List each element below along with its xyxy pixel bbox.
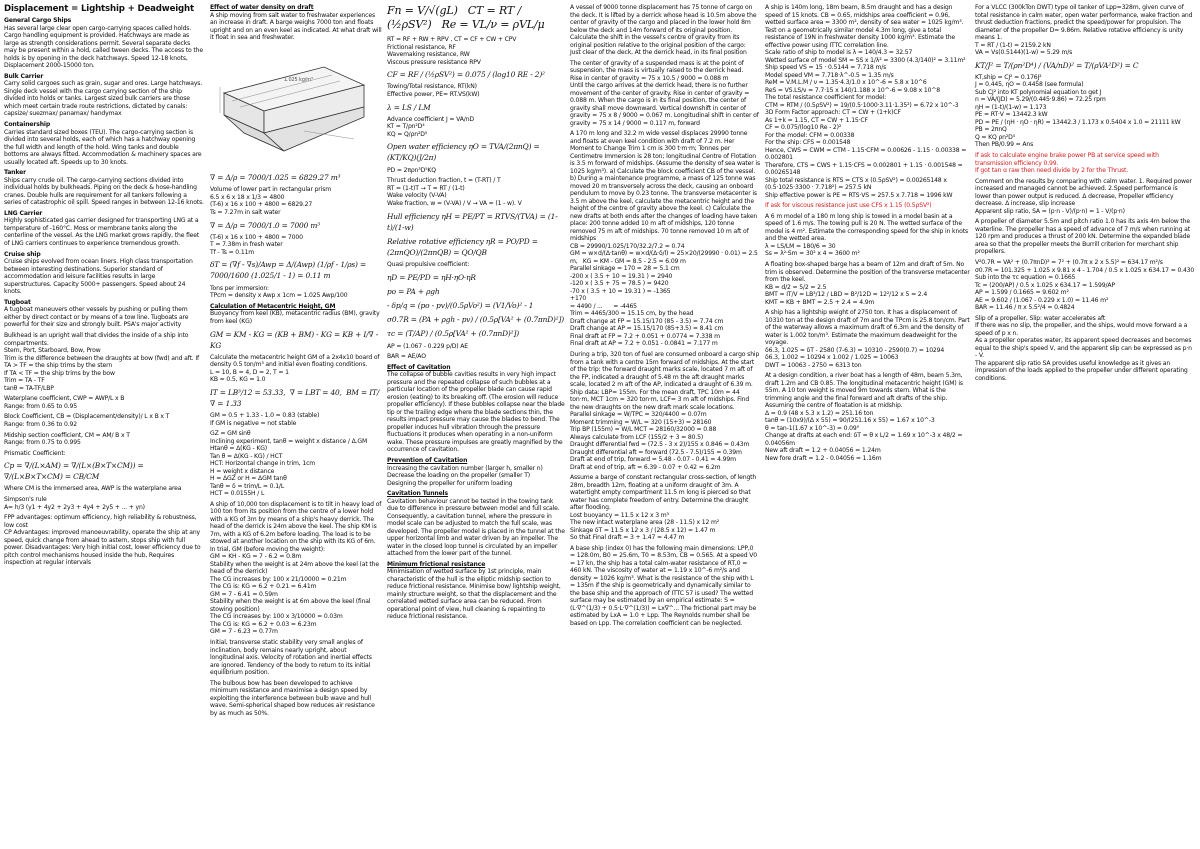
section-text: Prismatic Coefficient: xyxy=(4,449,66,457)
text-block xyxy=(387,457,565,487)
section-text: Increasing the cavitation number (larger h, smaller n) Decrease the loading on the propeller (smaller T) Designing the propeller for uniform loading xyxy=(387,464,543,487)
section-heading: Containership xyxy=(4,121,51,129)
figure-label: 1.025 kg/m³ xyxy=(284,76,313,83)
column-5 xyxy=(765,4,970,845)
text-block xyxy=(210,285,382,300)
column-2 xyxy=(210,4,382,845)
text-block xyxy=(765,4,970,199)
column-4 xyxy=(570,4,760,845)
section-text: Bulkhead is an upright wall that divides the inside of a ship into compartments. Stern, Port, Starboard, Bow, Prow Trim is the difference between the draughts at bow (fwd) and aft. If TA > TF = the ship trims by the stern If TA < TF = the ship trims by the bow Trim = TA - TF tanθ = TA-TF/LBP xyxy=(4,332,200,392)
section-heading: Tanker xyxy=(4,169,26,177)
section-text: V²0.7R = VA² + (0.7πnD)² = 7² + (0.7π x 2 x 5.5)² = 634.17 m²/s σ0.7R = 101.325 + 1.025 x 9.81 x 4 - 1.704 / 0.5 x 1.025 x 634.17 = 0.430 Sub into the τc equation = 0.1665 Tc = (200/AP) / 0.5 x 1.025 x 634.17 = 1.599/AP AP = 1.599 / 0.1665 = 9.602 m² AE = 9.602 / (1.067 - 0.229 x 1.0) = 11.46 m² BAR = 11.46 / π x 5.5²/4 = 0.4824 xyxy=(975,259,1195,312)
section-text: Highly sophisticated gas carrier designed for transporting LNG at a temperature of -160°C. Moss or membrane tanks along the centerline of the vessel. As the LNG market grows rapidly, the fleet of LNG carriers continues to experience tremendous growth. xyxy=(4,217,201,247)
formula: ∇ = Δ/ρ = 7000/1.025 = 6829.27 m³ xyxy=(210,173,341,183)
section-text: Tons per immersion: TPcm = density x Awp x 1cm = 1.025 Awp/100 xyxy=(210,284,348,300)
text-block xyxy=(387,561,565,621)
text-block xyxy=(387,490,565,558)
text-block xyxy=(4,485,204,493)
section-text: Quasi propulsive coefficient: xyxy=(387,260,470,268)
section-text: Carries standard sized boxes (TEU). The cargo-carrying section is divided into several holds, each of which has a hatchway opening the full width and length of the hold. Wing tanks and double bottoms are always fitted. Accommodation & machinery spaces are usually located aft. Speeds up to 30 knots. xyxy=(4,128,204,166)
section-text: A floating box-shaped barge has a beam of 12m and draft of 5m. No trim is observed. Determine the position of the transverse metacenter from the keel. KB = d/2 = 5/2 = 2.5 BMT = IT/V = LB³/12 / LBD = B²/12D = 12²/12 x 5 = 2.4 KMT = KB + BMT = 2.5 + 2.4 = 4.9m xyxy=(765,261,970,306)
sheet-title: Displacement = Lightship + Deadweight xyxy=(4,4,194,14)
text-block xyxy=(387,261,565,269)
section-text: During a trip, 320 ton of fuel are consumed onboard a cargo ship from a tank with a centre 15m forward of midships. At the start of the trip: the forward draught marks scale, located 7 m aft of the FP, indicated a draught of 5.48 m the aft draught marks scale, located 2 m aft of the AP, indicated a draught of 6.39 m. Ship data: LBP= 155m. For the mean draft, TPC 10m = 44 ton·m, MCT 1cm = 320 ton·m, LCF= 3 m aft of midships. Find the new draughts on the new draft mark scale locations. Parallel sinkage = W/TPC = 320/4400 = 0.07m Moment trimming = W/L = 320 (15+3) = 28160 Trip BP (155m) = W/L MCT = 28160/32000 = 0.88 Always calculate from LCF (155/2 + 3 = 80.5) Draught differential fwd = (72.5 - 3 x 2)/155 x 0.846 = 0.43m Draught differential aft = forward (72.5 - 7.5)/155 = 0.39m Draft at end of trip, forward = 5.48 - 0.07 - 0.41 = 4.99m Draft at end of trip, aft = 6.39 - 0.07 + 0.42 = 6.2m xyxy=(570,351,760,471)
section-text: Volume of lower part in rectangular prism 6.5 x 6 x 18 x 1/3 = 4800 (T-6) x 16 x 100 + 4800 = 6829.27 Ts = 7.27m in salt water xyxy=(210,186,332,216)
section-text: A 6 m model of a 180 m long ship is towed in a model basin at a speed of 1.6 m/s. The towing pull is 20 N. The wetted surface of the model is 4 m². Estimate the corresponding speed for the ship in knots and the wetted area. λ = LS/LM = 180/6 = 30 Ss = λ²·Sm = 30² x 4 = 3600 m² xyxy=(765,212,968,258)
formula: CF = RF / (½ρSV²) = 0.075 / (log10 RE - 2)² xyxy=(387,70,545,80)
text-block xyxy=(765,309,970,369)
formula: ∇ = Δ/ρ = 7000/1.0 = 7000 m³ xyxy=(210,220,320,230)
text-block xyxy=(210,234,382,257)
text-block xyxy=(387,236,565,258)
text-block xyxy=(765,202,970,210)
text-block xyxy=(765,261,970,306)
text-block xyxy=(387,177,565,207)
formula: po = PA + ρgh xyxy=(387,286,440,296)
text-block xyxy=(210,430,382,498)
text-block xyxy=(210,680,382,718)
formula: IT = LB³/12 = 53.33, ∇ = LBT = 40, BM = IT/∇ = 1.33 xyxy=(210,387,380,408)
formula: ηD = PE/PD = ηH·ηO·ηR xyxy=(387,272,476,282)
red-note: If ask for viscous resistance just use CFS x 1.15 (0.5ρSV²) xyxy=(765,202,932,210)
text-block xyxy=(4,395,204,410)
text-block xyxy=(4,210,204,248)
text-block xyxy=(387,300,565,311)
text-block xyxy=(570,130,760,348)
section-text: Where CM is the immersed area, AWP is the waterplane area xyxy=(4,485,182,493)
text-block xyxy=(210,4,382,42)
section-heading: Calculation of Metacentric Height, GM xyxy=(210,302,336,310)
text-block xyxy=(570,545,760,628)
text-block xyxy=(975,178,1195,216)
text-block xyxy=(4,251,204,296)
text-block xyxy=(570,4,760,57)
text-block xyxy=(975,152,1195,175)
text-block xyxy=(210,220,382,231)
worked-examples-trim xyxy=(570,4,760,627)
section-text: GM = 0.5 + 1.33 - 1.0 = 0.83 (stable) If GM is negative = not stable xyxy=(210,412,320,427)
rules-section xyxy=(4,485,204,566)
section-text: A ship has a lightship weight of 2750 ton. It has a displacement of 10310 ton at the design draft of 7m and the TPcm is 25.8 ton/cm. Part of the waterway allows a maximum draft of 6.3m and the density of water is 1.002 ton/m³. Estimate the maximum deadweight for the voyage. δ6.3, 1.025 = δT - 2580 (7-6.3) = 10310 - 2590(0.7) = 10294 δ6.3, 1.002 = 10294 x 1.002 / 1.025 = 10063 DWT = 10063 - 2750 = 6313 ton xyxy=(765,309,970,369)
section-text: A base ship (index 0) has the following main dimensions: LPP,0 = 128.0m, B0 = 25.6m, T0 = 8.53m, CB = 0.565. At a speed V0 = 17 kn, the ship has a total calm-water resistance of RT,0 = 460 kN. The viscosity of water at = 1.19 x 10^-6 m²/s and density = 1026 kg/m³. What is the resistance of the ship with L = 135m if the ship is geometrically and dynamically similar to the base ship and the approach of ITTC 57 is used? The wetted surface may be estimated by an empirical estimate: S = (L·∇^(1/3) + 0.5·L·∇^(1/3)) = Lx∇^... The frictional part may be estimated by LxA = 1.0 + Lpp. The Reynolds number shall be based on Lpp. The correlation coefficient can be neglected. xyxy=(570,544,759,627)
text-block xyxy=(387,167,565,175)
section-heading: Tugboat xyxy=(4,298,31,306)
section-text: Towing/Total resistance, RT(kN) Effective power, PE= RT.VS(kW) xyxy=(387,83,480,98)
draft-density-intro xyxy=(210,4,382,42)
section-text: A vessel of 9000 tonne displacement has 75 tonne of cargo on the deck. It is lifted by a derrick whose head is 10.5m above the center of gravity of the cargo and placed in the lower hold 8m below the deck and 14m forward of its original position. Calculate the shift in the vessel's centre of gravity from its original position relative to the original position of the cargo: Just clear of the deck, At the derrick head, in its final position xyxy=(570,4,757,56)
section-text: A ship moving from salt water to freshwater experiences an increase in draft. A barge weighs 7000 ton and floats upright and on an even keel as indicated. At what draft will it float in sea and freshwater. xyxy=(210,11,384,41)
text-block xyxy=(210,354,382,384)
section-text: A tugboat maneuvers other vessels by pushing or pulling them either by direct contact or by means of a tow line. Tugboats are powerful for their size and strongly built. PSA's major activity xyxy=(4,306,191,329)
section-text: The collapse of bubble cavities results in very high impact pressure and the repeated collapse of such bubbles at a particular location of the propeller blade can cause rapid erosion (eating) to its breaking off. (The erosion will reduce propeller efficiency). If these bubbles collapse near the blade tip or the trailing edge where the blade sections thin, the results impact pressure may cause the blades to bend. The propeller induces hull vibration through the pressure fluctuations it produces when operating in a non-uniform wake. These pressure impulses are greatly magnified by the occurrence of cavitation. xyxy=(387,371,567,454)
text-block xyxy=(4,299,204,329)
section-text: Buoyancy from keel (KB), metacentric radius (BM), gravity from keel (KG) xyxy=(210,310,382,325)
text-block xyxy=(387,272,565,283)
section-text: At a design condition, a river boat has a length of 48m, beam 5.3m, draft 1.2m and CB 0.85. The longitudinal metacentric height (GM) is 55m. A 10 ton weight is moved 9m towards stern. What is the trimming angle and the final forward and aft drafts of the ship. Assuming the centre of floatation is at midship. Δ = 0.9 (48 x 5.3 x 1.2) = 251.16 ton tanθ = (10x9)/(Δ x 55) = 90/(251.16 x 55) = 1.67 x 10^-3 θ = tan-1(1.67 x 10^-3) = 0.09° Change at drafts at each end: δT = θ x L/2 = 1.69 x 10^-3 x 48/2 = 0.04056m New aft draft = 1.2 + 0.04056 = 1.24m New fore draft = 1.2 - 0.04056 = 1.16m xyxy=(765,372,963,462)
section-text: Comment on the results by comparing with calm water. 1. Required power increased and managed cannot be achieved. 2.Speed performance is lower than power output is reduced. Δ decrease, Propeller efficiency decrease. Δ increase, slip increase Apparent slip ratio, SA = (p·n - V)/(p·n) = 1 - V/(p·n) xyxy=(975,177,1192,215)
text-block xyxy=(210,172,382,183)
text-block xyxy=(387,69,565,80)
text-block xyxy=(4,450,204,458)
column-6 xyxy=(975,4,1195,845)
text-block xyxy=(4,432,204,447)
text-block xyxy=(387,353,565,361)
formula: τc = (T/AP) / (0.5ρ[VA² + (0.7πnD)²]) xyxy=(387,329,519,339)
text-block xyxy=(4,413,204,428)
section-text: BAR = AE/AO xyxy=(387,353,426,361)
text-block xyxy=(765,213,970,258)
section-text: A ship of 10,000 ton displacement is to tilt in heavy load of 100 ton from its position from the centre of a lower hold with a KG of 3m by means of a ship's heavy derrick. The head of the derrick is 24m above the keel. The ship KM is 7m, with a KG of 6.2m before loading. The load is to be stowed at another location on the ship with its KG of 6m. In trial, GM (before moving the weight): GM = KH - KG = 7 - 6.2 = 0.8m Stability when the weight is at 24m above the keel (at the head of the derrick) The CG increases by: 100 x 21/10000 = 0.21m The CG is: KG = 6.2 + 0.21 = 6.41m GM = 7 - 6.41 = 0.59m Stability when the weight is at 6m above the keel (final stowing position) The CG increases by: 100 x 3/10000 = 0.03m The CG is: KG = 6.2 + 0.03 = 6.23m GM = 7 - 6.23 = 0.77m xyxy=(210,500,382,636)
section-text: Cruise ships evolved from ocean liners. High class transportation between interesting destinations. Superior standard of accommodation and leisure facilities results in large superstructures. Capacity 5000+ passengers. Speed about 24 knots. xyxy=(4,258,195,296)
section-text: Midship section coefficient, CM = AM/ B x T Range: from 0.75 to 0.995 xyxy=(4,431,130,447)
section-heading: LNG Carrier xyxy=(4,209,43,217)
section-heading: Cavitation Tunnels xyxy=(387,490,448,498)
formula: GM = KM - KG = (KB + BM) - KG = KB + I/∇ - KG xyxy=(210,329,381,350)
section-text: Advance coefficient J = VA/nD KT = T/ρn²D⁴ KQ = Q/ρn²D⁵ xyxy=(387,115,474,138)
text-block xyxy=(210,186,382,216)
section-text: A ship is 140m long, 18m beam, 8.5m draught and has a design speed of 15 knots. CB = 0.65, midships area coefficient = 0.96, wetted surface area = 3300 m², density of sea water = 1025 kg/m³. Test on a geometrically similar model 4.3m long, give a total resistance of 19N in freshwater density 1000 kg/m³. Estimate the effective power using ITTC correlation line. Scale ratio of ship to model is λ = 140/4.3 = 32.57 Wetted surface of model SM = SS x 1/λ² = 3300 (4.3/140)² = 3.11m² Ship speed VS = 15 · 0.5144 = 7.718 m/s Model speed VM = 7.718·λ^-0.5 = 1.35 m/s ReM = V.M.L.M / ν = 1.35·4.3/1.0 x 10^-6 = 5.8 x 10^6 ReS = VS.LS/ν = 7.7·15 x 140/1.188 x 10^-6 = 9.08 x 10^8 The total resistance coefficient for model: CTM = RTM / (0.5ρSV²) = 19/(0.5·1000·3.11·1.35²) = 6.72 x 10^-3 3D Form Factor approach: CT = CW + (1+k)CF As 1+k = 1.15, CT = CW + 1.15·CF CF = 0.075/(log10 Re - 2)² For the model: CFM = 0.00338 For the ship: CFS = 0.001548 Hence, CWS = CWM = CTM - 1.15·CFM = 0.00626 - 1.15 · 0.00338 = 0.002801 Therefore, CTS = CWS + 1.15·CFS = 0.002801 + 1.15 · 0.001548 = 0.00265148 Ship total resistance is RTS = CTS x (0.5ρSV²) = 0.00265148 x (0.5·1025·3300 · 7.718²) = 257.5 kN Ship effective power is PE = RTS·VS = 257.5 x 7.718 = 1996 kW xyxy=(765,4,967,199)
text-block xyxy=(387,102,565,113)
text-block xyxy=(387,343,565,351)
text-block xyxy=(387,328,565,339)
section-heading: Minimum frictional resistance xyxy=(387,560,486,568)
text-block xyxy=(387,141,565,163)
section-text: Minimisation of wetted surface by 1st principle, main characteristic of the hull is the elliptic midship section to reduce frictional resistance. Minimise bow/ lightship weight, mainly structure weight, so that the displacement and the correlated wetted surface area can be reduced. From operational point of view, hull cleaning & repainting to reduce frictional resistance. xyxy=(387,568,563,621)
text-block xyxy=(4,17,204,70)
section-text: Initial, transverse static stability very small angles of inclination, body remains nearly upright, about longitudinal axis. Velocity of rotation and inertial effects are ignored. Tendency of the body to return to its initial equilibrium position. xyxy=(210,639,374,677)
section-heading: Cruise ship xyxy=(4,250,41,258)
text-block xyxy=(570,474,760,542)
text-block xyxy=(975,218,1195,256)
text-block xyxy=(210,387,382,409)
section-text: Waterplane coefficient, CWP = AWP/L x B Range: from 0.65 to 0.95 xyxy=(4,395,125,410)
text-block xyxy=(210,639,382,677)
text-block xyxy=(4,73,204,118)
text-block xyxy=(387,116,565,139)
formula: - δp/q = (po - pv)/(0.5ρVo²) = (V1/Vo)² - 1 xyxy=(387,300,534,310)
text-block xyxy=(210,501,382,636)
formula: δT = (∇f - ∇s)/Awp = Δ/(Awp) (1/ρf - 1/ρs) = 7000/1600 (1.025/1 - 1) = 0.11 m xyxy=(210,260,369,281)
section-text: Block Coefficient, CB = (Displacement/density)/ L x B x T Range: from 0.36 to 0.92 xyxy=(4,413,170,428)
section-text: FPP advantages: optimum efficiency, high reliability & robustness, low cost CP Advantages: improved manoeuvrability, operate the ship at any speed, quick change from ahead to astern, stops ship with full power. Disadvantages: Very high initial cost, lower efficiency due to pitch control mechanisms housed inside the hub, Requires inspection at regular intervals xyxy=(4,514,201,567)
section-text: AP = (1.067 - 0.229 p/D) AE xyxy=(387,342,468,350)
text-block xyxy=(975,315,1195,383)
froude-reynolds-formula: Fn = V/√(gL) CT = RT / (½ρSV²) Re = VL/ν = ρVL/μ xyxy=(387,4,545,31)
formula: σ0.7R = (PA + ρgh - pv) / (0.5ρ[VA² + (0.7πnD)²]) xyxy=(387,315,565,325)
formula: KT/J² = T/(ρn²D⁴) / (VA/nD)² = T/(ρVA²D²) = C xyxy=(975,60,1139,70)
text-block xyxy=(387,314,565,325)
section-heading: Effect of water density on draft xyxy=(210,4,314,11)
stability-section xyxy=(210,172,382,717)
section-heading: Bulk Carrier xyxy=(4,72,44,80)
section-text: A propeller of diameter 5.5m and pitch ratio 1.0 has its axis 4m below the waterline. The propeller has a speed of advance of 7 m/s when running at 120 rpm and produces a thrust of 200 kN. Determine the expanded blade area so that the propeller meets the Burrill criterion for merchant ship propellers. xyxy=(975,218,1192,256)
column-1 xyxy=(4,4,204,845)
formula: Relative rotative efficiency ηR = PO/PD = (2πnQO)/(2πnQB) = QO/QB xyxy=(387,236,540,257)
text-block xyxy=(975,259,1195,312)
section-heading: Effect of Cavitation xyxy=(387,363,451,371)
worked-examples-propeller xyxy=(975,4,1195,382)
resistance-propulsion-section xyxy=(387,36,565,621)
section-text: Carry solid cargoes such as grain, sugar and ores. Large hatchways. Single deck vessel with the cargo carrying section of the ship divided into holds or tanks. Largest sized bulk carriers are those which meet certain trade route restrictions, dictated by canals: capsize/ suezmax/ panamax/ handymax xyxy=(4,80,204,118)
red-note: If ask to calculate engine brake power PB at service speed with transmission efficiency 0.99. If got tan α raw then need divide by 2 for the Thrust. xyxy=(975,152,1159,175)
column-3 xyxy=(387,4,565,845)
text-block xyxy=(387,36,565,66)
section-heading: Prevention of Cavitation xyxy=(387,457,468,465)
text-block xyxy=(210,412,382,427)
section-text: Cavitation behaviour cannot be tested in the towing tank due to difference in pressure between model and full scale. Consequently, a cavitation tunnel, where the pressure in model scale can be adjusted to match the full scale, was developed. The propeller model is placed in the tunnel at the upper horizontal limb and water driven by an impeller. The water in the closed loop tunnel is circulated by an impeller attached from the lower part of the tunnel. xyxy=(387,497,567,558)
barge-figure xyxy=(214,47,374,165)
section-text: Calculate the metacentric height GM of a 2x4x10 board of density 0.5 ton/m³ and initial even floating conditions. L = 10, B = 4, D = 2, T = 1 KB = 0.5, KG = 1.0 xyxy=(210,353,380,384)
worked-examples-resistance xyxy=(765,4,970,462)
section-text: Slip of a propeller, Slip: water accelerates aft If there was no slip, the propeller, and the ships, would move forward a a speed of p x n. As a propeller operates water, its apparent speed decreases and becomes equal to the ship's speed V, and the apparent slip can be expressed as p·n - V. The apparent slip ratio SA provides useful knowledge as it gives an impression of the loads applied to the propeller under different operating conditions. xyxy=(975,314,1192,382)
section-text: The bulbous bow has been developed to achieve minimum resistance and maximise a design speed by exploiting the interference between bulb wave and hull wave. Semi-spherical shaped bow reduces air resistance by as much as 50%. xyxy=(210,679,377,717)
section-text: GZ = GM sinθ Inclining experiment, tanθ = weight x distance / Δ.GM Htanθ = Δ(KG - KG) Tan θ = Δ(KG - KG) / HCT HCT: Horizontal change in trim, 1cm H = weight x distance H = ΔGZ or H = ΔGM tanθ Tanθ = δ = trim/L = 0.1/L HCT = 0.0155H / L xyxy=(210,430,368,498)
section-text: A 170 m long and 32.2 m wide vessel displaces 29990 tonne and floats at even keel condition with draft of 7.2 m. Her Moment to Change Trim 1 cm is 300 t·m·m; Tonnes per Centimetre Immersion is 28 ton; longitudinal Centre of Flotation is 3.5 m forward of midships. (Assume the density of sea water is 1025 kg/m³). a) Calculate the block coefficient CB of the vessel. b) During a maintenance programme, a mass of 125 tonne was moved 20 m transversely across the deck, causing an onboard pendulum to move by 0.23 tonne. The transverse metacenter is 3.5 m above the keel, calculate the metacentric height and the height of the centre of gravity above the keel. c) Calculate the new drafts at both ends after the changes of loading have taken place: 200 tonne added 10 m aft of midships, 120 tonne removed 75 m aft of midships. 70 tonne removed 10 m aft of midships CB = 29990/1.025/170/32.2/7.2 = 0.74 GM = w×d/(Δ·tanθ) = w×d/(Δ·δ/l) = 25×20/(29990 · 0.01) = 2.5 m, KG = KM - GM = 8.5 - 2.5 = 6.09 m Parallel sinkage = 170 = 28 = 5.1 cm -200 x ( 3.5 + 10 = 19.31 ) = 2940 -120 x ( 3.5 + 75 = 78.5 ) = 9420 -70 x ( 3.5 + 10 = 19.31 ) = -1365 +170 ≈ 4490 / ... = -4465 Trim = 4465/300 = 15.15 cm, by the head Draft change at FP = 15.15/170 (85 - 3.5) = 7.74 cm Draft change at AP = 15.15/170 (85+3.5) = 8.41 cm Final draft at FP = 7.2 + 0.051 + 0.0774 = 7.338 m Final draft at AP = 7.2 + 0.051 - 0.0841 = 7.177 m xyxy=(570,130,760,348)
prismatic-formula: Cp = ∇/(L×AM) = ∇/(L×(B×T×CM)) = ∇/(L×B×T×CM) = CB/CM xyxy=(4,461,146,482)
text-block xyxy=(570,60,760,128)
text-block xyxy=(387,364,565,454)
section-text: (T-6) x 16 x 100 + 4800 = 7000 T = 7.38m in fresh water Tf - Ts = 0.11m xyxy=(210,233,303,256)
text-block xyxy=(210,259,382,281)
text-block xyxy=(387,211,565,233)
formula: Open water efficiency ηO = TVA/(2πnQ) = (KT/KQ)(J/2π) xyxy=(387,142,542,163)
formula: λ = LS / LM xyxy=(387,102,431,112)
text-block xyxy=(387,83,565,98)
section-text: KT,ship = CJ² = 0.176J² J = 0.445, ηO = 0.4458 (see formula) Sub CJ² into KT polynomial equation to get J n = VA/(JD) = 5.29/(0.445·9.86) = 72.25 rpm ηH = (1-t)/(1-w) = 1.173 PE = RT·V = 13442.3 kW PD = PE / (ηH · ηO · ηR) = 13442.3 / 1.173 x 0.5404 x 1.0 = 21111 kW PB = 2πnQ Q = KQ ρn²D⁵ Then PB/0.99 = Ans xyxy=(975,73,1181,149)
ship-types-section xyxy=(4,17,204,457)
section-text: PD = 2πρn³D⁵KQ xyxy=(387,166,436,174)
section-text: Simpson's rule A= h/3 (y1 + 4y2 + 2y3 + 4y4 + 2y5 + ... + yn) xyxy=(4,496,145,511)
text-block xyxy=(975,4,1195,57)
text-block xyxy=(4,121,204,166)
text-block xyxy=(4,496,204,511)
text-block xyxy=(765,372,970,462)
section-text: Has several large clear open cargo-carrying spaces called holds. Cargo handling equipment is provided. Hatchways are made as large as strength considerations permit. Several separate decks may be present within a hold, called tween decks. The access to the holds is by opening in the deck hatchways. Speed 12-18 knots, Displacement 2000-15000 ton. xyxy=(4,24,205,70)
text-block xyxy=(4,169,204,207)
section-heading: General Cargo Ships xyxy=(4,17,72,25)
section-text: Assume a barge of constant rectangular cross-section, of length 28m, breadth 12m, floating at a uniform draught of 3m. A watertight empty compartment 11.5 m long is pierced so that water has complete freedom of entry. Determine the draught after flooding. Lost buoyancy = 11.5 x 12 x 3 m³ The new intact waterplane area (28 - 11.5) x 12 m² Sinkage δT = 11.5 x 12 x 3 / (28.5 x 12) = 1.47 m So that Final draft = 3 + 1.47 = 4.47 m xyxy=(570,474,757,542)
formula: Hull efficiency ηH = PE/PT = RTVS/(TVA) = (1-t)/(1-w) xyxy=(387,211,558,232)
section-text: RT = RF + RW + RPV , CT = CF + CW + CPV Frictional resistance, RF Wavemaking resistance, RW Viscous pressure resistance RPV xyxy=(387,36,517,66)
section-text: The center of gravity of a suspended mass is at the point of suspension, the mass is virtually raised to the derrick head. Rise in center of gravity = 75 x 10.5 / 9000 = 0.088 m Until the cargo arrives at the derrick head, there is no further movement of the center of gravity. Rise in center of gravity = 0.088 m. When the cargo is in its final position, the center of gravity shall move downward. Vertical downshift in center of gravity = 75 x 8 / 9000 = 0.067 m. Longitudinal shift in center of gravity = 75 x 14 / 9000 = 0.117 m, forward xyxy=(570,59,759,127)
section-text: Thrust deduction fraction, t = (T-RT) / T RT = (1-t)T → T = RT / (1-t) Wake velocity (V-VA) Wake fraction, w = (V-VA) / V → VA = (1 - w). V xyxy=(387,177,522,207)
text-block xyxy=(210,303,382,326)
text-block xyxy=(570,351,760,471)
section-text: For a VLCC (300kTon DWT) type oil tanker of Lpp=328m, given curve of total resistance in calm water, open water performance, wake fraction and thrust deduction fractions, predict the speed/power for propulsion. The diameter of the propeller D= 9.86m. Relative rotative efficiency is unity means 1. T = RT / (1-t) = 2159.2 kN VA = Vs(0.5144)(1-w) = 5.29 m/s xyxy=(975,4,1193,56)
text-block xyxy=(975,60,1195,71)
text-block xyxy=(210,329,382,351)
text-block xyxy=(387,286,565,297)
section-text: Ships carry crude oil. The cargo-carrying sections divided into individual holds by bulkheads. Piping on the deck & hose-handling cranes. Double hulls are requirement for all tankers following a series of catastrophic oil spill. Speed ranges in between 12-16 knots. xyxy=(4,176,204,207)
text-block xyxy=(975,74,1195,149)
text-block xyxy=(4,332,204,392)
text-block xyxy=(4,514,204,567)
